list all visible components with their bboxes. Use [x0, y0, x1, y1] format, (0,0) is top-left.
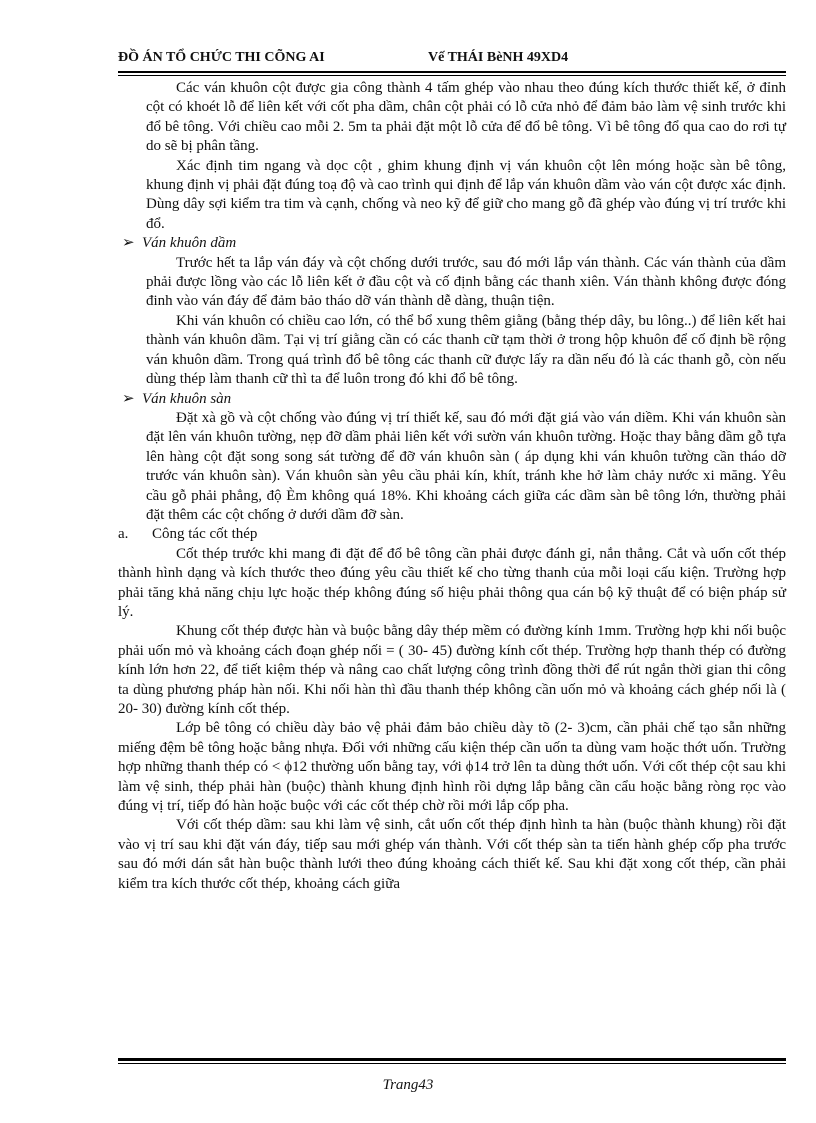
arrow-bullet-icon: ➢: [122, 390, 135, 407]
paragraph: Với cốt thép dầm: sau khi làm vệ sinh, cắt uốn cốt thép định hình ta hàn (buộc thành khung) rồi đặt vào vị trí sau khi đặt ván đáy, tiếp sau mới ghép ván thành. Với cốt thép sàn ta tiến hành ghép cốp pha trước sau đó mới dán sắt hàn buộc thành lưới theo đúng khoảng cách thiết kế. Sau khi đặt xong cốt thép, cần phải kiểm tra kích thước cốt thép, khoảng cách giữa: [118, 817, 786, 892]
footer-rule-thin: [118, 1063, 786, 1064]
paragraph: Khung cốt thép được hàn và buộc bằng dây thép mềm có đường kính 1mm. Trường hợp khi nối buộc phải uốn mỏ và khoảng cách đoạn ghép nối = ( 30- 45) đường kính cốt thép. Trường hợp thanh thép có đường kính lớn hơn 22, để tiết kiệm thép và nâng cao chất lượng công trình đồng thời để rút ngắn thời gian thi công ta dùng phương pháp hàn nối. Khi nối hàn thì đầu thanh thép không cần uốn mỏ và khoảng cách ghép nối là ( 20- 30) đường kính cốt thép.: [118, 623, 786, 717]
paragraph: Khi ván khuôn có chiều cao lớn, có thể bổ xung thêm giằng (bằng thép dây, bu lông..) để liên kết hai thành ván khuôn dầm. Tại vị trí giằng cần có các thanh cữ tạm thời ở trong hộp khuôn để cố định bề rộng ván khuôn dầm. Trong quá trình đổ bê tông các thanh cữ được lấy ra dần nếu đó là các thanh gỗ, còn nếu dùng thép làm thanh cữ thì ta để luôn trong đó khi đổ bê tông.: [146, 312, 786, 388]
header-project-title: ĐỒ ÁN TỔ CHỨC THI CÕNG AI: [118, 50, 325, 65]
header-rule-thick: [118, 71, 786, 73]
footer-rule-thick: [118, 1058, 786, 1061]
paragraph: Trước hết ta lắp ván đáy và cột chống dưới trước, sau đó mới lắp ván thành. Các ván thành của dầm phải được lồng vào các lỗ liên kết ở đầu cột và cố định bằng các thanh xiên. Ván thành không được đóng đinh vào ván đáy để đảm bảo tháo dỡ ván thành dễ dàng, thuận tiện.: [146, 254, 786, 310]
bullet-heading-slab-formwork: [122, 390, 762, 409]
paragraph: Lớp bê tông có chiều dày bảo vệ phải đảm bảo chiều dày tõ (2- 3)cm, cần phải chế tạo sẵn những miếng đệm bê tông hoặc bằng nhựa. Đối với những cấu kiện thép cần uốn ta dùng vam hoặc thớt uốn. Trường hợp những thanh thép có < ϕ12 thường uốn bằng tay, với ϕ14 trở lên ta dùng thớt uốn. Với cốt thép cột sau khi làm vệ sinh, thép phải hàn (buộc) thành khung định hình rồi dựng lắp bằng cần cẩu hoặc bằng ròng rọc vào đúng vị trí, tiếp đó hàn hoặc buộc với các cốt thép chờ rồi mới lắp cốp pha.: [118, 720, 786, 815]
page-number: Trang43: [382, 1077, 434, 1093]
section-mark: a.: [118, 526, 129, 543]
paragraph: Xác định tim ngang và dọc cột , ghim khung định vị ván khuôn cột lên móng hoặc sàn bê tông, khung định vị phải đặt đúng toạ độ và cao trình qui định để lắp ván khuôn dầm vào ván cột được xác định. Dùng dây sợi kiểm tra tim và cạnh, chống và neo kỹ để giữ cho mang gỗ đã ghép vào đúng vị trí trước khi đổ.: [146, 157, 786, 232]
header-rule-thin: [118, 75, 786, 76]
page-header: [118, 50, 786, 70]
paragraph: Đặt xà gồ và cột chống vào đúng vị trí thiết kế, sau đó mới đặt giá vào ván diềm. Khi ván khuôn sàn đặt lên ván khuôn tường, nẹp đỡ dầm phải liên kết với sườn ván khuôn tường. Hoặc thay bằng dầm gỗ tựa lên hàng cột đặt song song sát tường để đỡ ván khuôn sàn ( áp dụng khi ván khuôn tường cần tháo dỡ trước ván khuôn sàn). Ván khuôn sàn yêu cầu phải kín, khít, tránh khe hở làm chảy nước xi măng. Yêu cầu gỗ phải phẳng, độ Èm không quá 18%. Khi khoảng cách giữa các dầm sàn bê tông lớn, thường phải đặt thêm các cột chống ở dưới dầm đỡ sàn.: [146, 409, 786, 523]
paragraph: Cốt thép trước khi mang đi đặt để đổ bê tông cần phải được đánh gỉ, nắn thẳng. Cắt và uốn cốt thép thành hình dạng và kích thước theo đúng yêu cầu thiết kế cho từng thanh của mỗi loại cấu kiện. Trường hợp phải tăng khả năng chịu lực hoặc thép không đúng số hiệu phải thông qua cán bộ kỹ thuật để có biện pháp sử lý.: [118, 545, 786, 620]
arrow-bullet-icon: ➢: [122, 235, 135, 252]
section-title: Công tác cốt thép: [152, 526, 258, 543]
header-author: Vế THÁI BèNH 49XD4: [428, 50, 569, 65]
section-heading: [118, 525, 786, 544]
bullet-heading-text: Ván khuôn sàn: [142, 390, 232, 407]
paragraph: Các ván khuôn cột được gia công thành 4 tấm ghép vào nhau theo đúng kích thước thiết kế, ở đỉnh cột có khoét lỗ để liên kết với cốt pha dầm, chân cột phải có lỗ cửa nhỏ để đảm bảo làm vệ sinh trước khi đổ bê tông. Với chiều cao mỗi 2. 5m ta phải đặt một lỗ cửa để đổ bê tông. Vì bê tông đổ qua cao do rơi tự do sẽ bị phân tầng.: [146, 80, 786, 155]
bullet-heading-text: Ván khuôn dầm: [142, 235, 237, 252]
document-body: [118, 79, 786, 894]
bullet-heading-beam-formwork: [122, 234, 762, 253]
